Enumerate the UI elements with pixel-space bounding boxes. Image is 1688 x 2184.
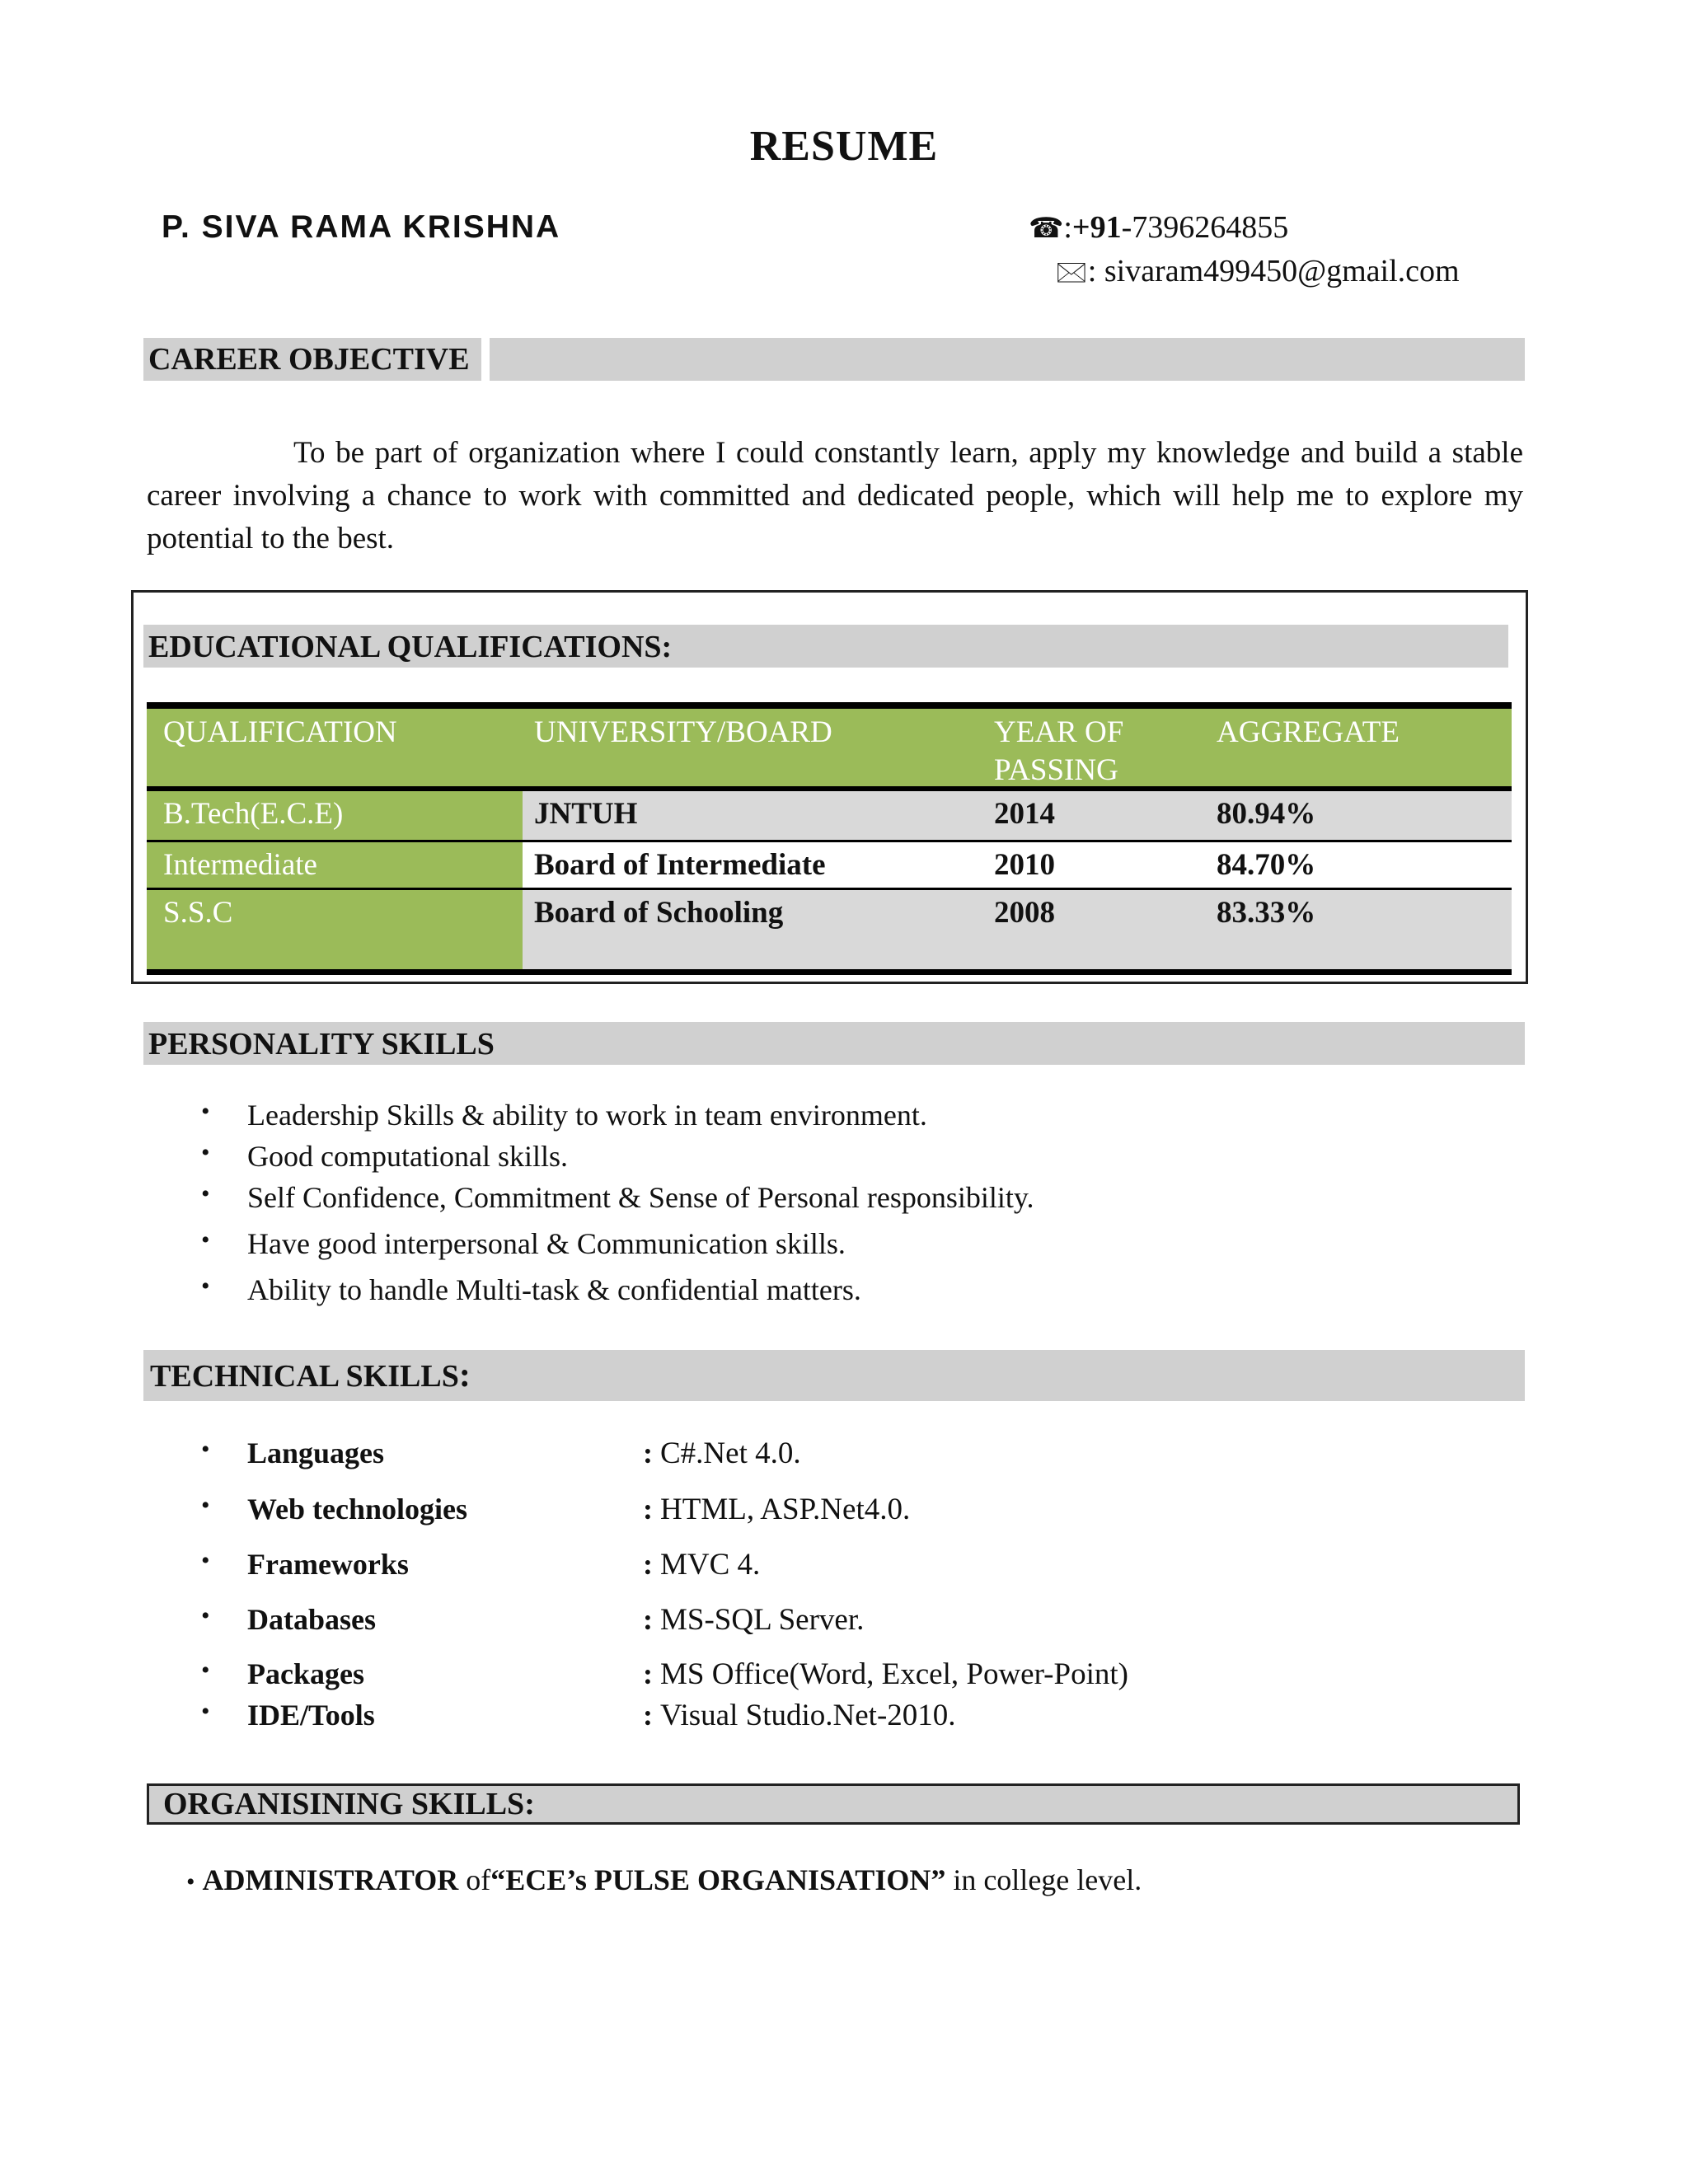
table-header-row (147, 702, 1512, 791)
envelope-icon: 🖂 (1055, 255, 1088, 288)
cell-aggregate: 84.70% (1217, 848, 1316, 882)
table-row (147, 791, 1512, 842)
skill-key: Packages (247, 1657, 364, 1690)
cell-qualification: B.Tech(E.C.E) (163, 797, 344, 831)
career-objective-heading: CAREER OBJECTIVE (143, 335, 490, 381)
skill-key: Web technologies (247, 1493, 467, 1526)
table-bottom-rule (147, 969, 1512, 975)
table-row (147, 890, 1512, 969)
list-item: • Databases : MS-SQL Server. (201, 1602, 865, 1637)
skill-value: MS Office(Word, Excel, Power-Point) (660, 1657, 1128, 1691)
skill-value: Visual Studio.Net-2010. (660, 1699, 956, 1732)
cell-aggregate: 83.33% (1217, 896, 1316, 930)
page-title: RESUME (749, 123, 939, 170)
cell-year: 2008 (994, 896, 1055, 930)
column-header-aggregate: AGGREGATE (1217, 715, 1400, 749)
email-address: sivaram499450@gmail.com (1104, 254, 1460, 288)
list-item: • Packages : MS Office(Word, Excel, Power-Point) (201, 1657, 1128, 1691)
list-item: • Languages : C#.Net 4.0. (201, 1436, 801, 1470)
list-item: • Have good interpersonal & Communication skills. (201, 1226, 846, 1260)
cell-board: Board of Intermediate (534, 848, 826, 882)
skill-key: Languages (247, 1436, 385, 1469)
cell-board: JNTUH (534, 797, 638, 831)
telephone-icon: ☎ (1029, 212, 1064, 245)
list-item: • Frameworks : MVC 4. (201, 1547, 761, 1582)
cell-year: 2014 (994, 797, 1055, 831)
cell-qualification: Intermediate (163, 848, 317, 882)
education-heading: EDUCATIONAL QUALIFICATIONS: (148, 630, 673, 664)
skill-value: MVC 4. (660, 1548, 761, 1582)
career-objective-text: To be part of organization where I could constantly learn, apply my knowledge and build a stable career involving a chance to work with committed and dedicated people, which will help me to explore my potential to the best. (147, 436, 1523, 555)
cell-aggregate: 80.94% (1217, 797, 1316, 831)
cell-board: Board of Schooling (534, 896, 784, 930)
column-header-qualification: QUALIFICATION (163, 715, 397, 749)
organising-skills-heading: ORGANISINING SKILLS: (163, 1787, 535, 1821)
candidate-name: P. SIVA RAMA KRISHNA (162, 209, 561, 245)
phone-line: ☎:+91-7396264855 (1029, 210, 1289, 245)
skill-value: C#.Net 4.0. (660, 1436, 801, 1470)
phone-number: -7396264855 (1121, 210, 1289, 245)
list-item: • Good computational skills. (201, 1139, 568, 1173)
role: ADMINISTRATOR (202, 1863, 459, 1896)
skill-value: MS-SQL Server. (660, 1603, 865, 1637)
list-item: • Web technologies : HTML, ASP.Net4.0. (201, 1492, 911, 1526)
technical-skills-heading: TECHNICAL SKILLS: (150, 1357, 471, 1394)
skill-key: IDE/Tools (247, 1699, 375, 1732)
table-row (147, 842, 1512, 890)
column-header-board: UNIVERSITY/BOARD (534, 715, 832, 749)
skill-key: Databases (247, 1603, 377, 1636)
skill-key: Frameworks (247, 1548, 409, 1581)
organising-item: • ADMINISTRATOR of“ECE’s PULSE ORGANISATION” in college level. (186, 1863, 1142, 1896)
column-header-year: YEAR OF PASSING (994, 715, 1124, 787)
email-line: 🖂: sivaram499450@gmail.com (1055, 254, 1460, 288)
cell-qualification: S.S.C (163, 896, 233, 930)
personality-skills-heading: PERSONALITY SKILLS (148, 1027, 495, 1062)
list-item: • Self Confidence, Commitment & Sense of Personal responsibility. (201, 1180, 1034, 1214)
list-item: • IDE/Tools : Visual Studio.Net-2010. (201, 1698, 956, 1732)
skill-value: HTML, ASP.Net4.0. (660, 1493, 911, 1526)
list-item: • Leadership Skills & ability to work in team environment. (201, 1098, 927, 1132)
phone-prefix: +91 (1071, 210, 1122, 245)
cell-year: 2010 (994, 848, 1055, 882)
list-item: • Ability to handle Multi-task & confidential matters. (201, 1272, 861, 1306)
organisation-name: “ECE’s PULSE ORGANISATION” (490, 1863, 946, 1896)
